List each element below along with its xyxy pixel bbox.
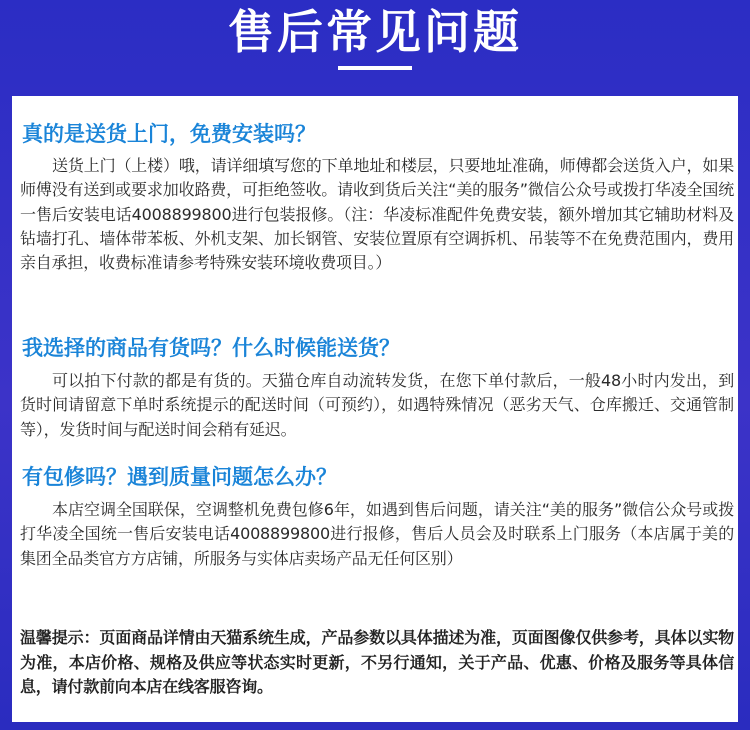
title-underline [338,66,412,70]
faq-answer-stock: 可以拍下付款的都是有货的。天猫仓库自动流转发货，在您下单付款后，一般48小时内发出，到货时间请留意下单时系统提示的配送时间（可预约），如遇特殊情况（恶劣天气、仓库搬迁、交通管制等），发货时间与配送时间会稍有延迟。 [20,371,734,439]
faq-question-delivery: 真的是送货上门，免费安装吗？ [22,122,316,146]
faq-question-warranty: 有包修吗？遇到质量问题怎么办？ [22,465,337,489]
page-title: 售后常见问题 [228,5,522,59]
faq-question-stock: 我选择的商品有货吗？什么时候能送货？ [22,336,400,360]
faq-answer-warranty: 本店空调全国联保，空调整机免费包修6年，如遇到售后问题，请关注“美的服务”微信公众号或拨打华凌全国统一售后安装电话4008899800进行报修，售后人员会及时联系上门服务（本店属于美的集团全品类官方方店铺，所服务与实体店卖场产品无任何区别） [20,500,734,568]
faq-answer-delivery: 送货上门（上楼）哦，请详细填写您的下单地址和楼层，只要地址准确，师傅都会送货入户，如果师傅没有送到或要求加收路费，可拒绝签收。请收到货后关注“美的服务”微信公众号或拨打华凌全国统一售后安装电话4008899800进行包装报修。（注：华凌标准配件免费安装，额外增加其它辅助材料及钻墙打孔、墙体带苯板、外机支架、加长钢管、安装位置原有空调拆机、吊装等不在免费范围内，费用亲自承担，收费标准请参考特殊安装环境收费项目。） [20,156,734,273]
notice-text: 温馨提示：页面商品详情由天猫系统生成，产品参数以具体描述为准，页面图像仅供参考，具体以实物为准，本店价格、规格及供应等状态实时更新，不另行通知，关于产品、优惠、价格及服务等具体信息，请付款前向本店在线客服咨询。 [20,628,734,696]
header [0,0,750,80]
